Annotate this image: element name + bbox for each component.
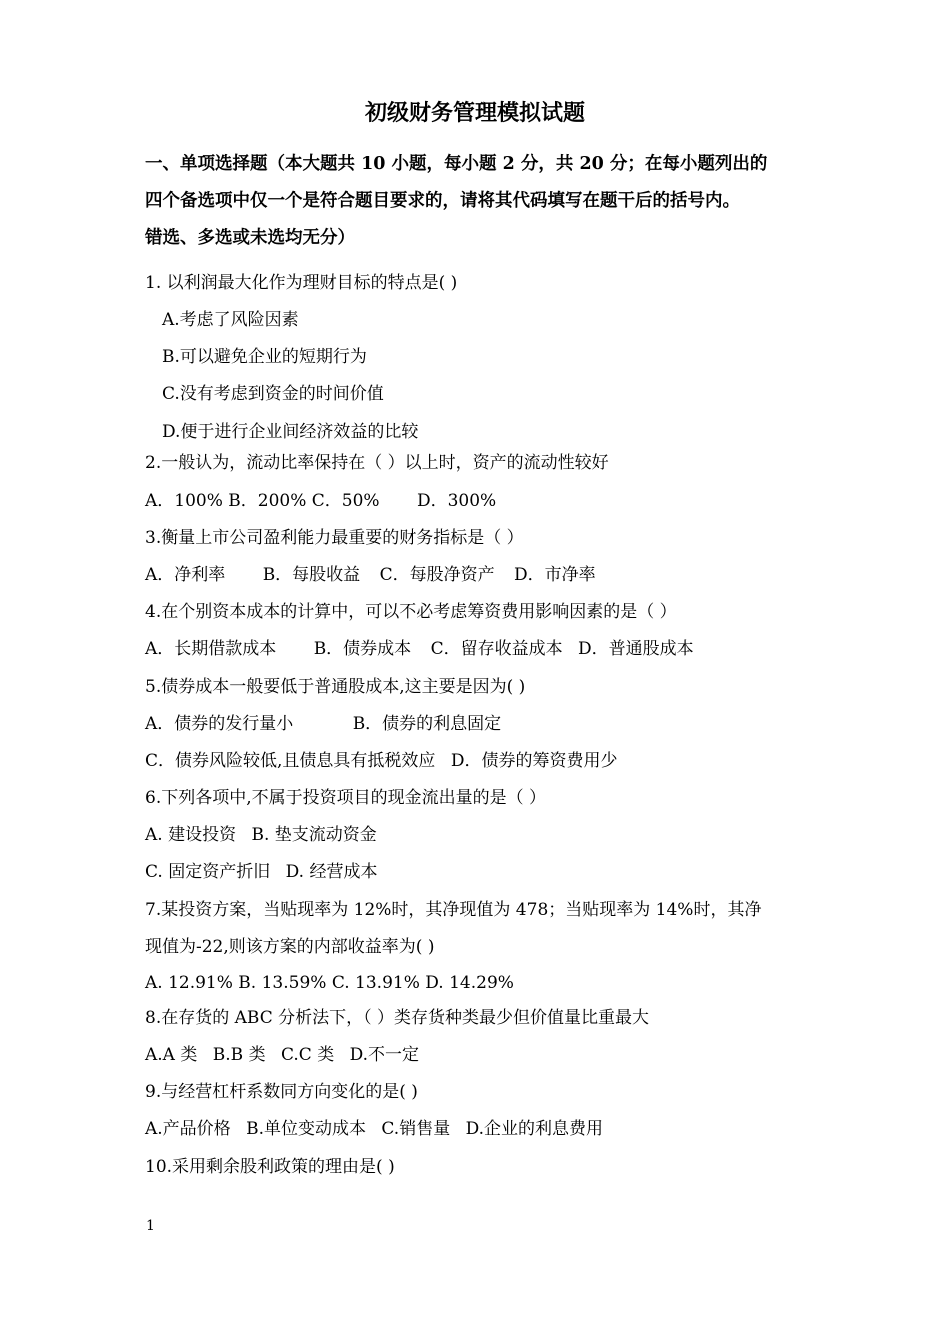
question-9-option-a: A.产品价格 xyxy=(145,1119,231,1139)
question-1-option-a: A.考虑了风险因素 xyxy=(162,310,299,330)
question-6-option-c: C. 固定资产折旧 xyxy=(145,862,271,882)
question-6-options-ab xyxy=(145,823,377,847)
question-9-stem: 9.与经营杠杆系数同方向变化的是( ) xyxy=(145,1082,418,1102)
question-3-options xyxy=(145,563,596,587)
question-2-stem: 2.一般认为，流动比率保持在（ ）以上时，资产的流动性较好 xyxy=(145,453,609,473)
question-7-options: A. 12.91% B. 13.59% C. 13.91% D. 14.29% xyxy=(145,973,514,993)
question-6-option-b: B. 垫支流动资金 xyxy=(251,825,377,845)
question-8-stem: 8.在存货的 ABC 分析法下，（ ）类存货种类最少但价值量比重最大 xyxy=(145,1008,650,1028)
section-heading xyxy=(145,146,815,257)
question-4-option-b: B．债券成本 xyxy=(313,639,412,659)
section-heading-line-3: 错选、多选或未选均无分） xyxy=(145,228,355,248)
question-5-stem: 5.债券成本一般要低于普通股成本,这主要是因为( ) xyxy=(145,677,526,697)
question-9-option-b: B.单位变动成本 xyxy=(246,1119,366,1139)
page-number: 1 xyxy=(146,1218,155,1234)
question-5-options-ab xyxy=(145,712,501,736)
question-8-option-c: C.C 类 xyxy=(280,1045,335,1065)
question-7-stem-continued: 现值为-22,则该方案的内部收益率为( ) xyxy=(145,937,435,957)
question-6-option-d: D. 经营成本 xyxy=(285,862,378,882)
question-3-option-a: A．净利率 xyxy=(145,565,226,585)
question-3-stem: 3.衡量上市公司盈利能力最重要的财务指标是（ ） xyxy=(145,528,524,548)
question-5-option-d: D．债券的筹资费用少 xyxy=(450,751,618,771)
question-8-option-d: D.不一定 xyxy=(349,1045,420,1065)
question-5-option-c: C．债券风险较低,且债息具有抵税效应 xyxy=(145,751,436,771)
question-4-option-a: A．长期借款成本 xyxy=(145,639,277,659)
section-heading-line-2: 四个备选项中仅一个是符合题目要求的，请将其代码填写在题干后的括号内。 xyxy=(145,191,740,211)
question-6-options-cd xyxy=(145,860,377,884)
question-6-stem: 6.下列各项中,不属于投资项目的现金流出量的是（ ） xyxy=(145,788,547,808)
question-2-options xyxy=(145,489,496,513)
question-6-option-a: A. 建设投资 xyxy=(145,825,237,845)
question-3-option-b: B．每股收益 xyxy=(262,565,361,585)
question-9-options xyxy=(145,1117,603,1141)
question-8-option-a: A.A 类 xyxy=(145,1045,198,1065)
question-8-options xyxy=(145,1043,419,1067)
question-5-option-a: A．债券的发行量小 xyxy=(145,714,294,734)
section-heading-line-1: 一、单项选择题（本大题共 10 小题，每小题 2 分，共 20 分；在每小题列出的 xyxy=(145,154,768,174)
question-1-stem: 1. 以利润最大化作为理财目标的特点是( ) xyxy=(145,273,458,293)
question-1-option-d: D.便于进行企业间经济效益的比较 xyxy=(162,422,419,442)
question-10-stem: 10.采用剩余股利政策的理由是( ) xyxy=(145,1157,395,1177)
question-4-option-d: D．普通股成本 xyxy=(578,639,694,659)
question-8-option-b: B.B 类 xyxy=(212,1045,266,1065)
question-4-stem: 4.在个别资本成本的计算中，可以不必考虑筹资费用影响因素的是（ ） xyxy=(145,602,677,622)
question-2-option-d: D．300% xyxy=(416,491,497,511)
question-3-option-d: D．市净率 xyxy=(514,565,596,585)
question-5-options-cd xyxy=(145,749,617,773)
question-9-option-c: C.销售量 xyxy=(381,1119,451,1139)
question-5-option-b: B．债券的利息固定 xyxy=(352,714,502,734)
question-9-option-d: D.企业的利息费用 xyxy=(465,1119,604,1139)
question-4-option-c: C．留存收益成本 xyxy=(430,639,563,659)
question-3-option-c: C．每股净资产 xyxy=(379,565,495,585)
question-4-options xyxy=(145,637,694,661)
question-7-stem: 7.某投资方案，当贴现率为 12%时，其净现值为 478；当贴现率为 14%时，其净 xyxy=(145,900,762,920)
question-1-option-b: B.可以避免企业的短期行为 xyxy=(162,347,367,367)
question-2-options-abc: A．100% B．200% C．50% xyxy=(145,491,380,511)
page-title: 初级财务管理模拟试题 xyxy=(364,100,585,126)
question-1-option-c: C.没有考虑到资金的时间价值 xyxy=(162,384,384,404)
